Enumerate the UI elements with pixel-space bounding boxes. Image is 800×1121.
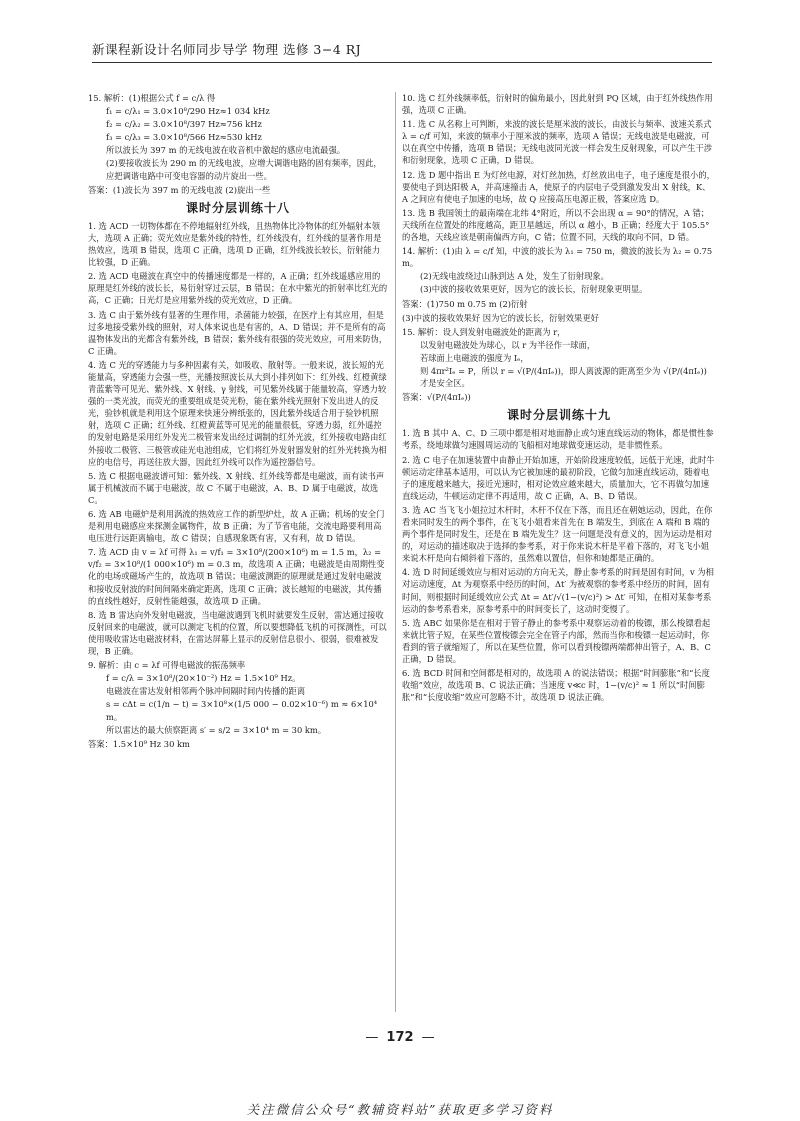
section-title: 课时分层训练十九 xyxy=(506,408,611,423)
answer-text: 1. 选 B 其中 A、C、D 三项中都是相对地面静止或匀速直线运动的物体，都是惯性参考系，绕地球做匀速圆周运动的飞船相对地球做变速运动，是非惯性系。 xyxy=(402,428,714,451)
answer-item xyxy=(402,92,716,116)
answer-item xyxy=(402,667,716,703)
solution-line: 电磁波在雷达发射相邻两个脉冲间隔时间内传播的距离 xyxy=(106,686,306,697)
answer-text: 14. 解析：(1)由 λ = c/f 知，中波的波长为 λ₁ = 750 m，微波的波长为 λ₂ = 0.75 m。 xyxy=(402,246,713,269)
answer-item xyxy=(402,118,716,166)
solution-line: f₁ = c/λ₁ = 3.0×10⁸/290 Hz≈1 034 kHz xyxy=(106,106,270,117)
answer-item xyxy=(88,609,388,657)
answer-text: 11. 选 C 从名称上可判断，来波的波长是厘米波的波长，由波长与频率、波速关系式 λ = c/f 可知，来波的频率小于厘米波的频率，选项 A 错误；无线电波是电磁波，可以在真空中传播，选项 B 错误；无线电波同光波一样会发生反射现象，可以产生干涉和衍射现象，选项 C 正确，D 错误。 xyxy=(402,119,713,166)
solution-line: 所以波长为 397 m 的无线电波在收音机中激起的感应电流最强。 xyxy=(106,145,346,156)
answer-item xyxy=(88,359,388,468)
answer-text: 5. 选 ABC 如果你是在相对于管子静止的参考系中观察运动着的梭镖，那么梭镖看起来就比管子短，在某些位置梭镖会完全在管子内部，然而当你和梭镖一起运动时，你看到的管子就缩短了，所以在某些位置，你可以看到梭镖两端都伸出管子，A、B、C 正确，D 错误。 xyxy=(402,617,711,665)
answer-text: 3. 选 AC 当飞飞小姐拉过木杆时，木杆不仅在下落，而且还在朝她运动，因此，在你看来同时发生的两个事件，在飞飞小姐看来首先在 B 端发生，到底在 A 端和 B 端的两个事件是同时发生，还是在 B 端先发生？这一问题是没有意义的，因为运动是相对的，对运动的描述取决于选择的参考系，对于你来说木杆是平着下落的，对飞飞小姐来说木杆是向右倾斜着下落的，虽然难以置信，但你和她都是正确的。 xyxy=(402,504,713,564)
answer-text: 15. 解析：设人到发射电磁波处的距离为 r， xyxy=(402,326,566,337)
answer-text: 15. 解析：(1)根据公式 f = c/λ 得 xyxy=(88,93,216,103)
answer-item xyxy=(88,659,388,750)
solution-line: 若球面上电磁波的强度为 Iₑ， xyxy=(420,352,529,363)
answer-text: 6. 选 AB 电磁炉是利用涡流的热效应工作的新型炉灶，故 A 正确；机场的安全门是利用电磁感应来探测金属物件，故 B 正确；为了节省电能，交流电路要利用高电压进行远距离输电，故 C 错误；自感现象既有害，又有利，故 D 错误。 xyxy=(88,509,385,544)
answer-text: 6. 选 BCD 时间和空间都是相对的，故选项 A 的说法错误；根据“时间膨胀”和“长度收缩”效应，故选项 B、C 说法正确；当速度 v≪c 时，1−(v/c)² ≈ 1 所以“时间膨胀”和“长度收缩”效应可忽略不计，故选项 D 说法正确。 xyxy=(402,668,710,703)
page-number: — 172 — xyxy=(365,1030,435,1045)
solution-line: 所以雷达的最大侦察距离 s′ = s/2 = 3×10⁴ m = 30 km。 xyxy=(106,724,327,735)
answer-item xyxy=(88,546,388,606)
answer-summary: (3)中波的接收效果好 因为它的波长长，衍射效果更好 xyxy=(402,312,599,323)
solution-line: (3)中波的接收效果更好，因为它的波长长，衍射现象更明显。 xyxy=(420,284,648,295)
answer-item xyxy=(402,454,716,502)
answer-item xyxy=(402,617,716,665)
running-header: 新课程新设计名师同步导学 物理 选修 3−4 RJ xyxy=(92,40,712,63)
section-title: 课时分层训练十八 xyxy=(185,200,290,215)
answer-text: 2. 选 ACD 电磁波在真空中的传播速度都是一样的，A 正确；红外线遥感应用的原理是红外线的波长长，易衍射穿过云层，B 错误；在水中紫光的折射率比红光的高，C 正确；日光灯是应用紫外线的荧光效应，D 正确。 xyxy=(88,271,388,306)
footer-notice: 关注微信公众号“教辅资料站”获取更多学习资料 xyxy=(246,1102,554,1117)
solution-line: (2)要接收波长为 290 m 的无线电波，应增大调谐电路的固有频率，因此，应把调谐电路中可变电容器的动片旋出一些。 xyxy=(106,158,382,181)
answer-item xyxy=(402,207,716,243)
answer-item xyxy=(88,508,388,544)
solution-line: s = cΔt = c(1/n − t) = 3×10⁸×(1/5 000 − 0.02×10⁻⁶) m ≈ 6×10⁴ m。 xyxy=(106,699,378,722)
answer-text: 13. 选 B 我国领土的最南端在北纬 4°附近，所以不会出现 α = 90°的情况，A 错；天线所在位置处的纬度越高，距卫星越远，所以 α 越小，B 正确；经度大于 105.5°的各地，天线应该是朝南偏西方向，C 错；位置不同，天线的取向不同，D 错。 xyxy=(402,207,710,243)
answer-item xyxy=(402,169,716,205)
answer-item xyxy=(88,92,388,196)
answer-text: 1. 选 ACD 一切物体都在不停地辐射红外线，且热物体比冷物体的红外辐射本领大，选项 A 正确；荧光效应是紫外线的特性，红外线没有，红外线的显著作用是热效应，选项 B 错误，选项 C 正确，选项 D 正确，红外线波长较长，衍射能力比较强，D 正确。 xyxy=(88,220,382,268)
column-divider xyxy=(395,92,396,1012)
solution-line: f₃ = c/λ₃ = 3.0×10⁸/566 Hz≈530 kHz xyxy=(106,132,262,143)
answer-text: 3. 选 C 由于紫外线有显著的生理作用，杀菌能力较强，在医疗上有其应用，但是过多地接受紫外线的照射，对人体来说也是有害的，A、D 错误；并不是所有的高温物体发出的光都含有紫外线，B 错误；紫外线有很强的荧光效应，可用来防伪，C 正确。 xyxy=(88,309,388,356)
answer-text: 9. 解析：由 c = λf 可得电磁波的振荡频率 xyxy=(88,660,246,671)
answer-item xyxy=(88,309,388,357)
answer-item xyxy=(88,270,388,306)
solution-line: (2)无线电波绕过山脉到达 A 处，发生了衍射现象。 xyxy=(420,271,609,282)
answer-summary: 答案：1.5×10⁹ Hz 30 km xyxy=(88,738,190,749)
answer-item xyxy=(402,326,716,404)
answer-item xyxy=(88,470,388,506)
answer-item xyxy=(402,427,716,451)
answer-text: 4. 选 D 时间延缓效应与相对运动的方向无关，静止参考系的时间是固有时间，v 为相对运动速度，Δt 为观察系中经历的时间，Δt′ 为被观察的参考系中经历的时间，固有时间，则根据时间延缓效应公式 Δt = Δt′/√(1−(v/c)²) > Δt′ 可知，在相对某参考系运动的参考系看来，原参考系中的时间变长了，这动时变慢了。 xyxy=(402,567,714,614)
answer-item xyxy=(88,220,388,268)
right-column xyxy=(402,92,716,705)
solution-line: f₂ = c/λ₂ = 3.0×10⁸/397 Hz≈756 kHz xyxy=(106,119,262,130)
page-number-value: 172 xyxy=(386,1030,414,1045)
answer-item xyxy=(402,245,716,324)
solution-line: 则 4πr²Iₑ = P，所以 r = √(P/(4πIₑ))，即人离波源的距离至少为 √(P/(4πIₑ)) 才是安全区。 xyxy=(420,365,707,389)
solution-line: f = c/λ = 3×10⁸/(20×10⁻²) Hz = 1.5×10⁹ Hz。 xyxy=(106,673,301,684)
answer-text: 7. 选 ACD 由 v = λf 可得 λ₁ = v/f₁ = 3×10⁸/(200×10⁶) m = 1.5 m，λ₂ = v/f₂ = 3×10⁸/(1 000×10⁶) m = 0.3 m，故选项 A 正确；电磁波是由周期性变化的电场或磁场产生的，故选项 B 错误；电磁波测距的原理就是通过发射电磁波和接收反射波的时间间隔来确定距离，选项 C 正确；波长越短的电磁波，其传播的直线性越好，反射性能越强，故选项 D 正确。 xyxy=(88,547,385,606)
answer-item xyxy=(402,566,716,614)
answer-summary: 答案：(1)波长为 397 m 的无线电波 (2)旋出一些 xyxy=(88,184,271,195)
answer-text: 4. 选 C 光的穿透能力与多种因素有关，如吸收、散射等。一般来说，波长短的光能量高，穿透能力会强一些，光播按照波长从大到小排列如下：红外线、红橙黄绿青蓝紫等可见光、紫外线、X 射线、γ 射线，可见紫外线属于能量较高，穿透力较强的一类光波，而荧光的重要组成是荧光粉，能在紫外线光照射下发出进人的反光，验钞机就是利用这个原理来快速分辨纸张的，因此紫外线适合用于验钞机照射，选项 C 正确；红外线、红橙黄蓝等可见光的能量很低，穿透力弱，红外遥控的发射电路是采用红外发光二极管来发出经过调制的红外光波，红外接收电路由红外接收二极管、三极管或硅光电池组成，它们将红外发射器发射的红外光转换为相应的电信号，再送往放大器，因此红外线可以作为遥控器信号。 xyxy=(88,359,387,467)
answer-text: 10. 选 C 红外线频率低，衍射时的偏角最小，因此射到 PQ 区域，由于红外线热作用强，选项 C 正确。 xyxy=(402,93,713,116)
answer-text: 2. 选 C 电子在加速装置中由静止开始加速，开始阶段速度较低，远低于光速，此时牛顿运动定律基本适用，可以认为它被加速的最初阶段，它做匀加速直线运动，随着电子的速度越来越大，接近光速时，相对论效应越来越大，质量加大，它不再做匀加速直线运动，牛顿运动定律不再适用，故 C 正确，A、B、D 错误。 xyxy=(402,454,715,501)
answer-summary: 答案：√(P/(4πIₑ)) xyxy=(402,392,471,403)
left-column xyxy=(88,92,388,752)
answer-text: 5. 选 C 根据电磁波谱可知：紫外线、X 射线、红外线等都是电磁波，而有读书声属于机械波而不属于电磁波，故 C 不属于电磁波，A、B、D 属于电磁波，故选 C。 xyxy=(88,470,385,505)
answer-summary: 答案：(1)750 m 0.75 m (2)衍射 xyxy=(402,298,528,309)
answer-item xyxy=(402,504,716,564)
answer-text: 8. 选 B 雷达向外发射电磁波，当电磁波遇到飞机时就要发生反射，雷达通过接收反射回来的电磁波，就可以测定飞机的位置，所以要想降低飞机的可探测性，可以使用吸收雷达电磁波材料，在雷达屏幕上显示的反射信息很小、很弱，很难被发现，B 正确。 xyxy=(88,609,387,657)
answer-text: 12. 选 D 题中指出 E 为灯丝电源，对灯丝加热，灯丝放出电子，电子速度是很小的，要使电子到达阳极 A，并高速撞击 A，使原子的内层电子受到激发发出 X 射线，K、A 之间应有使电子加速的电场，故 Q 应接高压电源正极，答案应选 D。 xyxy=(402,169,715,204)
solution-line: 以发射电磁波处为球心，以 r 为半径作一球面， xyxy=(420,339,596,350)
